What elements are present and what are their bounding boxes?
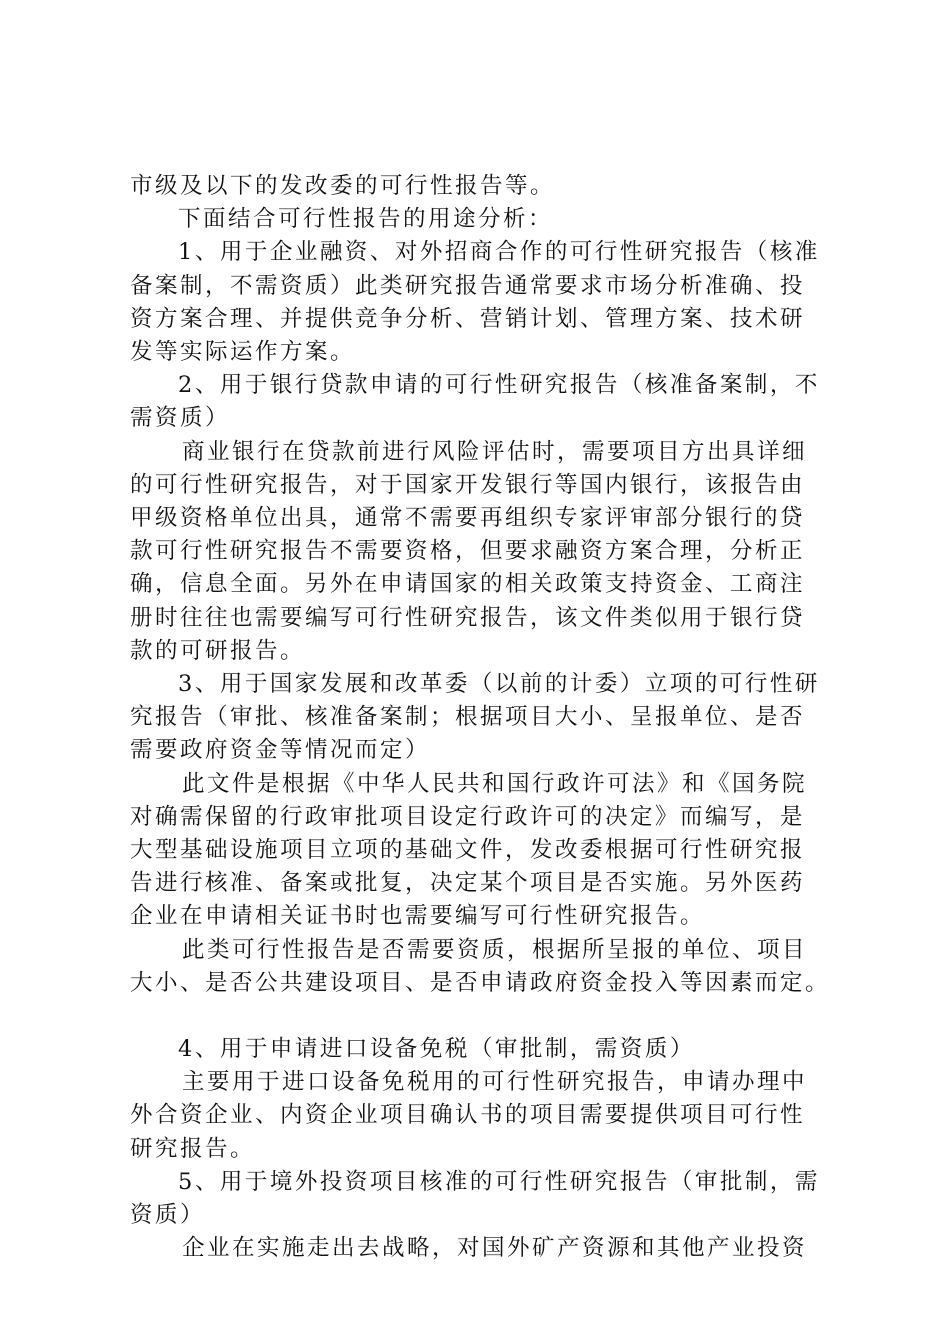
text-line: 发等实际运作方案。: [130, 339, 356, 366]
text-line: 究报告（审批、核准备案制；根据项目大小、呈报单位、是否: [130, 704, 806, 731]
text-line: 册时往往也需要编写可行性研究报告，该文件类似用于银行贷: [130, 604, 806, 631]
text-line: 此文件是根据《中华人民共和国行政许可法》和《国务院: [182, 770, 808, 797]
text-line: 大型基础设施项目立项的基础文件，发改委根据可行性研究报: [130, 837, 806, 864]
text-line: 1、用于企业融资、对外招商合作的可行性研究报告（核准: [178, 239, 820, 266]
text-line: 5、用于境外投资项目核准的可行性研究报告（审批制，需: [178, 1168, 820, 1195]
text-line: 甲级资格单位出具，通常不需要再组织专家评审部分银行的贷: [130, 505, 806, 532]
text-line: 此类可行性报告是否需要资质，根据所呈报的单位、项目: [182, 936, 808, 963]
paragraph-gap: [130, 1000, 850, 1033]
text-line: 研究报告。: [130, 1135, 256, 1162]
text-line: 外合资企业、内资企业项目确认书的项目需要提供项目可行性: [130, 1102, 806, 1129]
text-line: 确，信息全面。另外在申请国家的相关政策支持资金、工商注: [130, 571, 806, 598]
text-line: 对确需保留的行政审批项目设定行政许可的决定》而编写，是: [130, 803, 806, 830]
text-line: 下面结合可行性报告的用途分析：: [178, 206, 554, 233]
text-line: 告进行核准、备案或批复，决定某个项目是否实施。另外医药: [130, 870, 806, 897]
text-line: 款的可研报告。: [130, 637, 306, 664]
text-line: 市级及以下的发改委的可行性报告等。: [130, 173, 556, 199]
text-line: 需要政府资金等情况而定）: [130, 737, 431, 764]
text-line: 3、用于国家发展和改革委（以前的计委）立项的可行性研: [178, 671, 820, 698]
text-line: 主要用于进口设备免税用的可行性研究报告，申请办理中: [182, 1069, 808, 1096]
text-line: 2、用于银行贷款申请的可行性研究报告（核准备案制，不: [178, 372, 820, 399]
text-line: 4、用于申请进口设备免税（审批制，需资质）: [178, 1036, 695, 1063]
text-line: 款可行性研究报告不需要资格，但要求融资方案合理，分析正: [130, 538, 806, 565]
text-line: 大小、是否公共建设项目、是否申请政府资金投入等因素而定。: [130, 969, 831, 996]
text-line: 企业在实施走出去战略，对国外矿产资源和其他产业投资: [182, 1235, 808, 1262]
text-line: 备案制，不需资质）此类研究报告通常要求市场分析准确、投: [130, 272, 806, 299]
text-line: 企业在申请相关证书时也需要编写可行性研究报告。: [130, 903, 706, 930]
document-body: [130, 170, 850, 1266]
text-line: 商业银行在贷款前进行风险评估时，需要项目方出具详细: [182, 438, 808, 465]
text-line: 资质）: [130, 1202, 206, 1229]
text-line: 资方案合理、并提供竞争分析、营销计划、管理方案、技术研: [130, 305, 806, 332]
text-line: 的可行性研究报告，对于国家开发银行等国内银行，该报告由: [130, 471, 806, 498]
text-line: 需资质）: [130, 405, 231, 432]
